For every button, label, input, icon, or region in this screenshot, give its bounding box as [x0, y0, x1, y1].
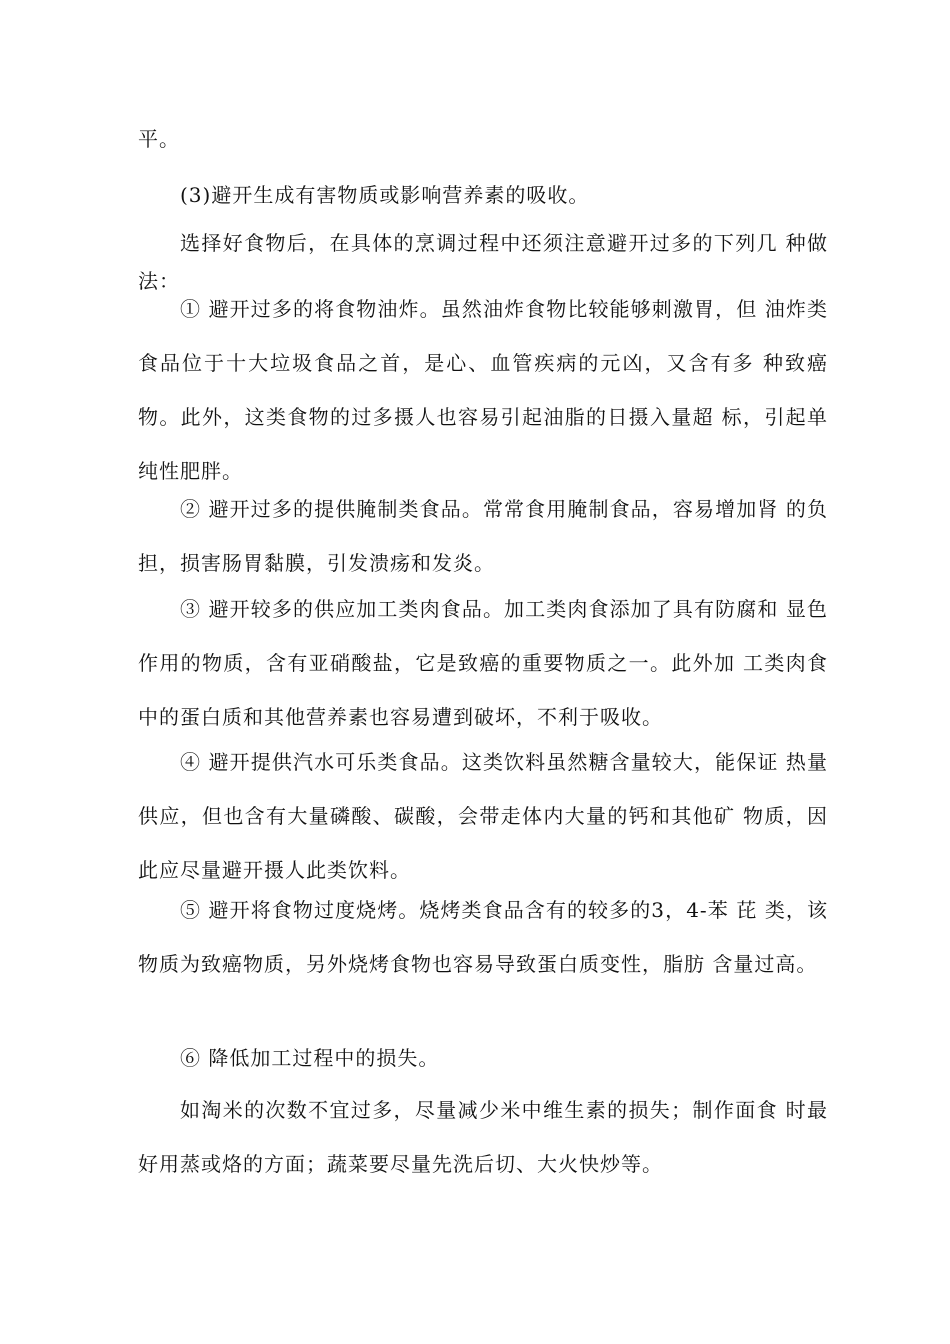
paragraph-item-1: ① 避开过多的将食物油炸。虽然油炸食物比较能够刺激胃，但 油炸类食品位于十大垃圾食品之首，是心、血管疾病的元凶，又含有多 种致癌物。此外，这类食物的过多摄人也容易引起油脂的日摄入量超 标，引起单纯性肥胖。 — [138, 297, 828, 483]
paragraph-item-4: ④ 避开提供汽水可乐类食品。这类饮料虽然糖含量较大，能保证 热量供应，但也含有大量磷酸、碳酸，会带走体内大量的钙和其他矿 物质，因此应尽量避开摄人此类饮料。 — [138, 750, 828, 882]
paragraph-item-5: ⑤ 避开将食物过度烧烤。烧烤类食品含有的较多的3，4-苯 芘 类，该物质为致癌物质，另外烧烤食物也容易导致蛋白质变性，脂肪 含量过高。 — [138, 898, 828, 976]
paragraph-item-3: ③ 避开较多的供应加工类肉食品。加工类肉食添加了具有防腐和 显色作用的物质，含有亚硝酸盐，它是致癌的重要物质之一。此外加 工类肉食中的蛋白质和其他营养素也容易遭到破坏，不利于吸收。 — [138, 597, 828, 729]
paragraph-item-6: ⑥ 降低加工过程中的损失。 — [180, 1046, 440, 1070]
paragraph-item-2: ② 避开过多的提供腌制类食品。常常食用腌制食品，容易增加肾 的负担，损害肠胃黏膜，引发溃疡和发炎。 — [138, 497, 828, 575]
paragraph-continuation: 平。 — [138, 127, 180, 151]
paragraph-heading-3: (3)避开生成有害物质或影响营养素的吸收。 — [180, 183, 590, 207]
paragraph-intro: 选择好食物后，在具体的烹调过程中还须注意避开过多的下列几 种做法： — [138, 231, 828, 293]
paragraph-closing: 如淘米的次数不宜过多，尽量减少米中维生素的损失；制作面食 时最好用蒸或烙的方面；蔬菜要尽量先洗后切、大火快炒等。 — [138, 1098, 828, 1176]
